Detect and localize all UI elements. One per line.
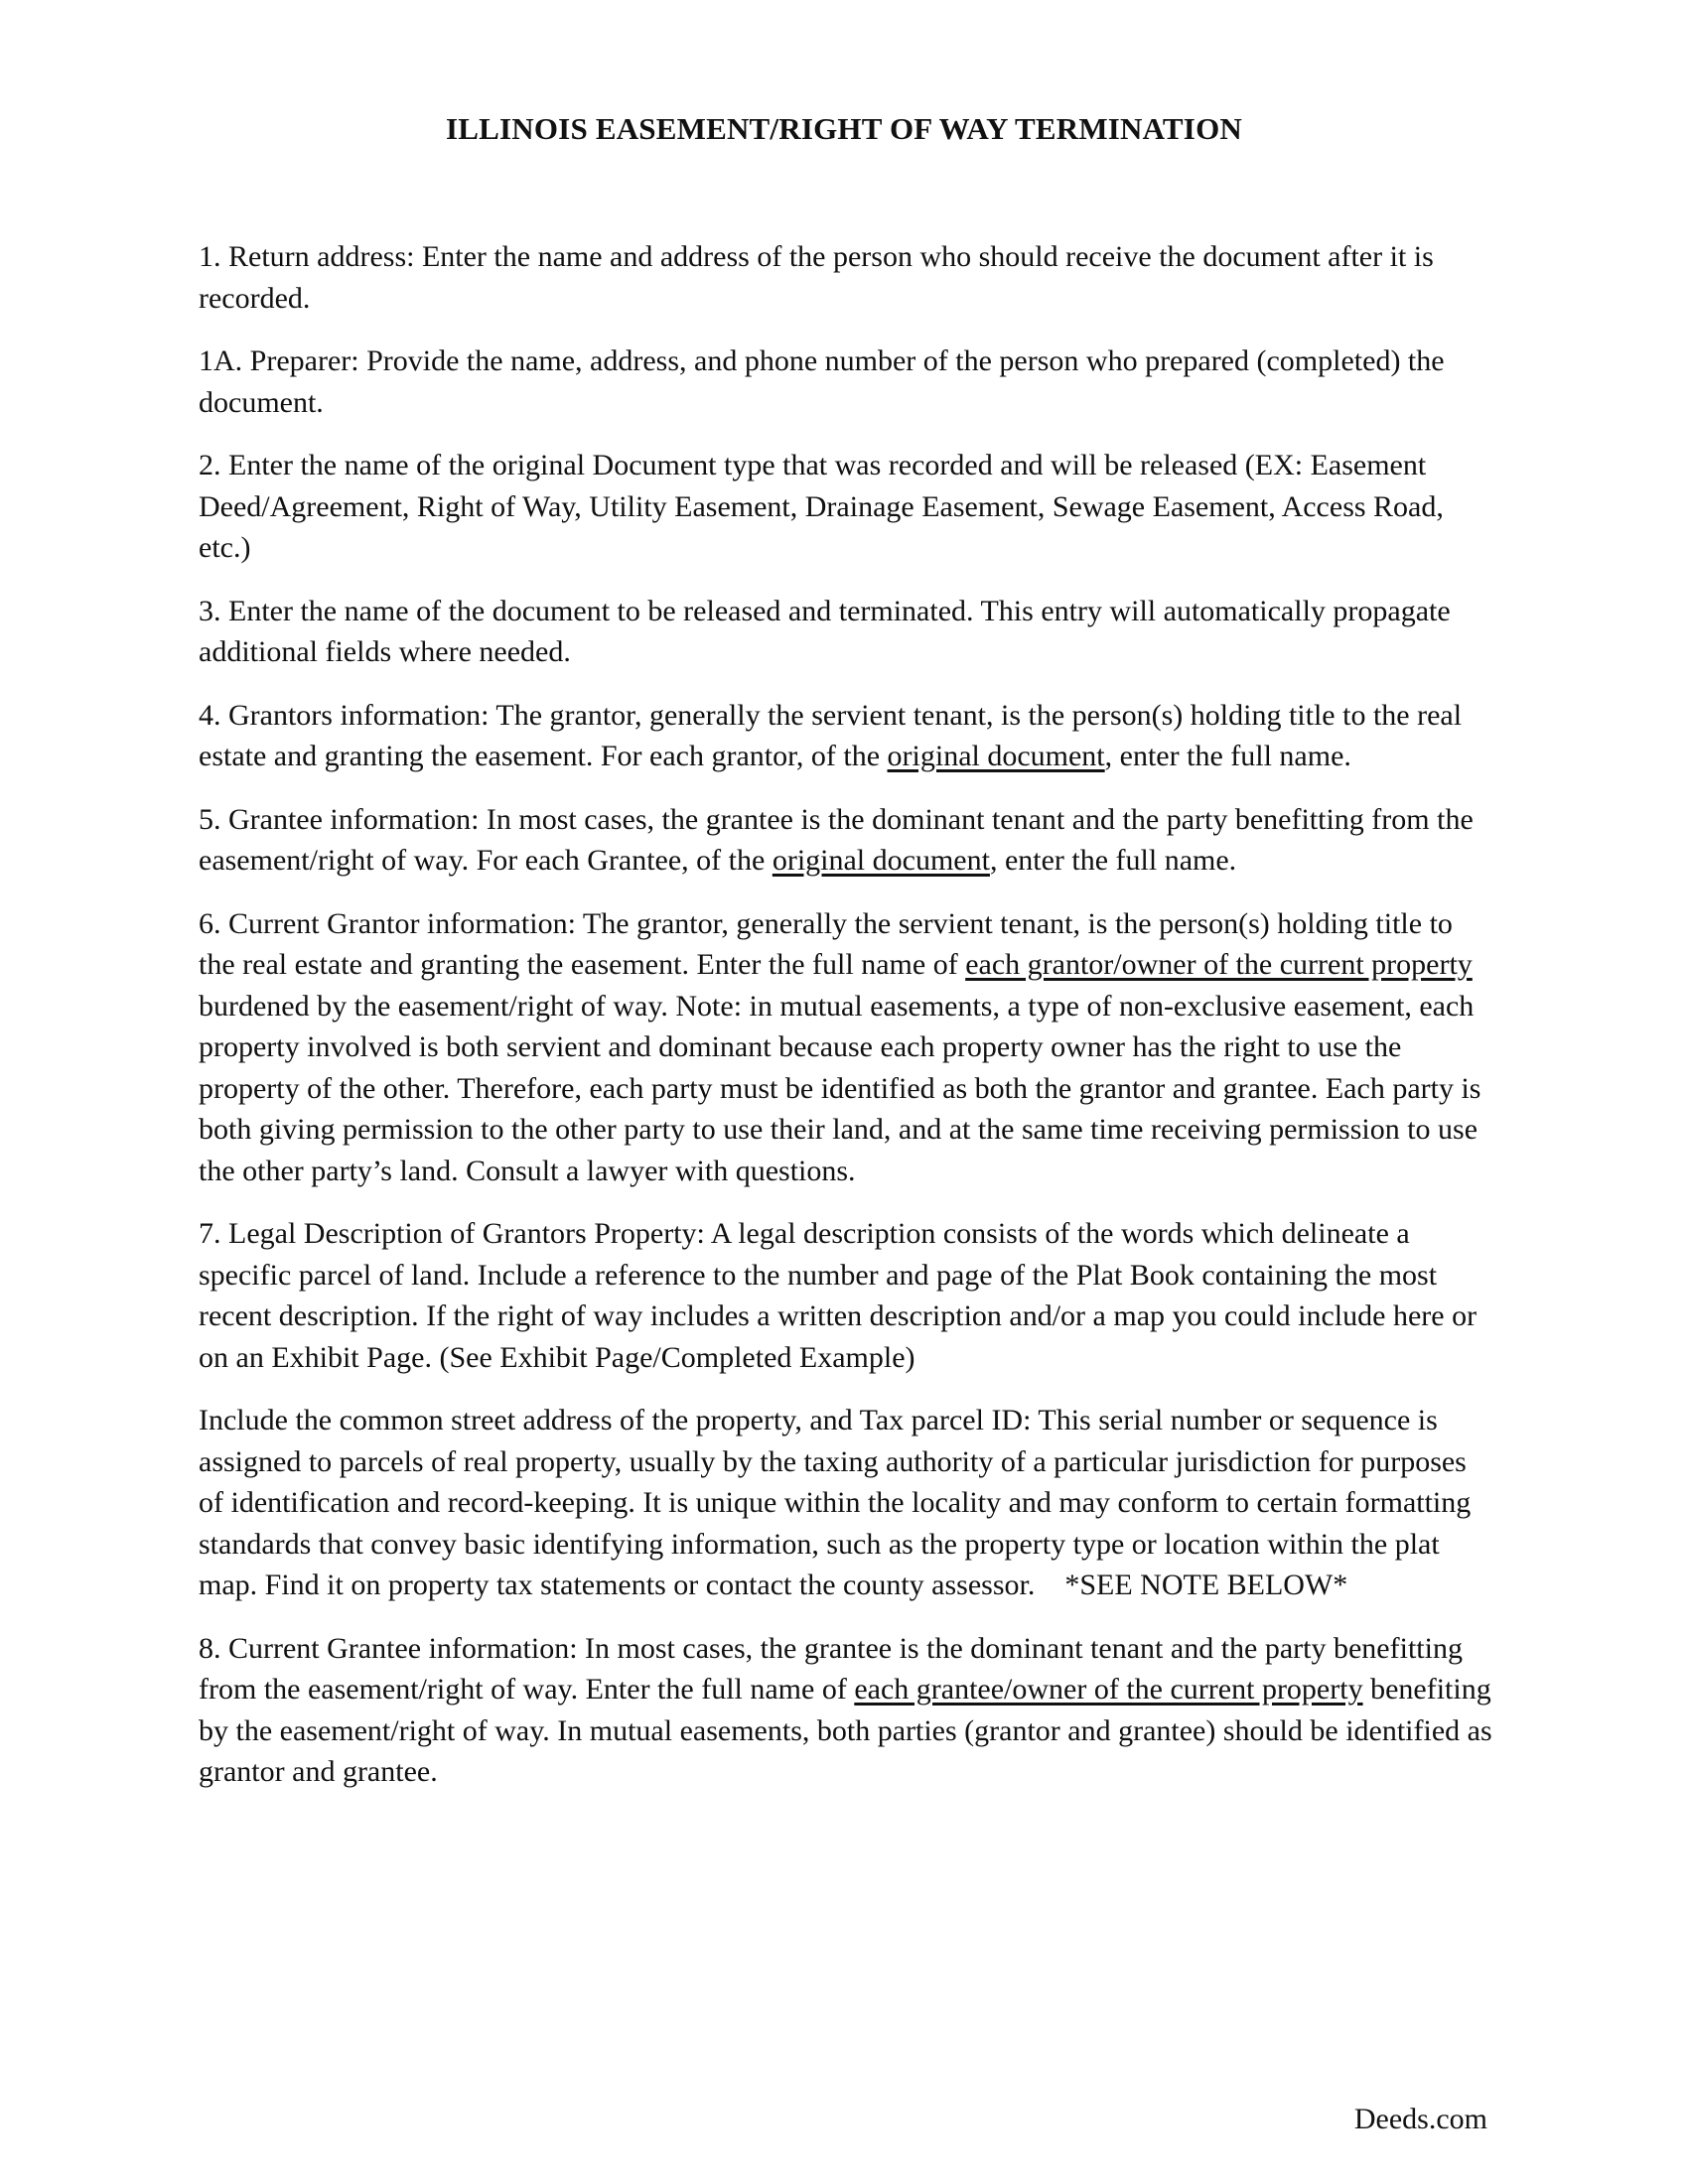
underlined-phrase: each grantee/owner of the current property — [854, 1673, 1363, 1706]
underlined-phrase: original document — [772, 844, 990, 877]
instruction-text: 1. Return address: Enter the name and address of the person who should receive the document after it is recorded. — [199, 240, 1434, 315]
instruction-2-document-type — [199, 445, 1494, 569]
instruction-text: 2. Enter the name of the original Document type that was recorded and will be released (EX: Easement Deed/Agreement, Right of Way, Utility Easement, Drainage Easement, Sewage Easement, Access Road, etc.) — [199, 449, 1444, 564]
instruction-text: Include the common street address of the property, and Tax parcel ID: This serial number or sequence is assigned to parcels of real property, usually by the taxing authority of a particular jurisdiction for purposes of identification and record-keeping. It is unique within the locality and may conform to certain formatting standards that convey basic identifying information, such as the property type or location within the plat map. Find it on property tax statements or contact the county assessor. *SEE NOTE BELOW* — [199, 1404, 1478, 1601]
instruction-7-street-address-tax-id — [199, 1400, 1494, 1606]
document-body — [199, 236, 1494, 1815]
instruction-text: 8. Current Grantee information: In most cases, the grantee is the dominant tenant and the party benefitting from the easement/right of way. Enter the full name of — [199, 1631, 1463, 1706]
instruction-6-current-grantor — [199, 903, 1494, 1192]
underlined-phrase: each grantor/owner of the current property — [965, 948, 1473, 981]
instruction-4-grantors — [199, 695, 1494, 777]
instruction-text: , enter the full name. — [989, 844, 1237, 877]
instruction-7-legal-description — [199, 1213, 1494, 1378]
instruction-1a-preparer — [199, 341, 1494, 423]
instruction-text: 3. Enter the name of the document to be released and terminated. This entry will automatically propagate additional fields where needed. — [199, 594, 1451, 668]
instruction-text: benefiting by the easement/right of way. In mutual easements, both parties (grantor and grantee) should be identified as grantor and grantee. — [199, 1673, 1492, 1788]
instruction-8-current-grantee — [199, 1628, 1494, 1793]
instruction-text: 7. Legal Description of Grantors Property: A legal description consists of the words which delineate a specific parcel of land. Include a reference to the number and page of the Plat Book containing the most recent description. If the right of way includes a written description and/or a map you could include here or on an Exhibit Page. (See Exhibit Page/Completed Example) — [199, 1217, 1477, 1374]
instruction-3-document-name — [199, 591, 1494, 673]
instruction-text: 1A. Preparer: Provide the name, address, and phone number of the person who prepared (completed) the document. — [199, 344, 1445, 419]
instruction-text: , enter the full name. — [1104, 740, 1351, 772]
instruction-text: 5. Grantee information: In most cases, the grantee is the dominant tenant and the party benefitting from the easement/right of way. For each Grantee, of the — [199, 802, 1474, 877]
footer-brand: Deeds.com — [1353, 2103, 1487, 2135]
underlined-phrase: original document — [887, 740, 1105, 772]
page-title: ILLINOIS EASEMENT/RIGHT OF WAY TERMINATION — [446, 111, 1242, 146]
instruction-5-grantee — [199, 799, 1494, 882]
instruction-text: 6. Current Grantor information: The grantor, generally the servient tenant, is the person(s) holding title to the real estate and granting the easement. Enter the full name of — [199, 906, 1453, 981]
instruction-text: 4. Grantors information: The grantor, generally the servient tenant, is the person(s) holding title to the real estate and granting the easement. For each grantor, of the — [199, 698, 1463, 772]
instruction-text: burdened by the easement/right of way. Note: in mutual easements, a type of non-exclusive easement, each property involved is both servient and dominant because each property owner has the right to use the property of the other. Therefore, each party must be identified as both the grantor and grantee. Each party is both giving permission to the other party to use their land, and at the same time receiving permission to use the other party’s land. Consult a lawyer with questions. — [199, 989, 1481, 1187]
instruction-1-return-address — [199, 236, 1494, 319]
